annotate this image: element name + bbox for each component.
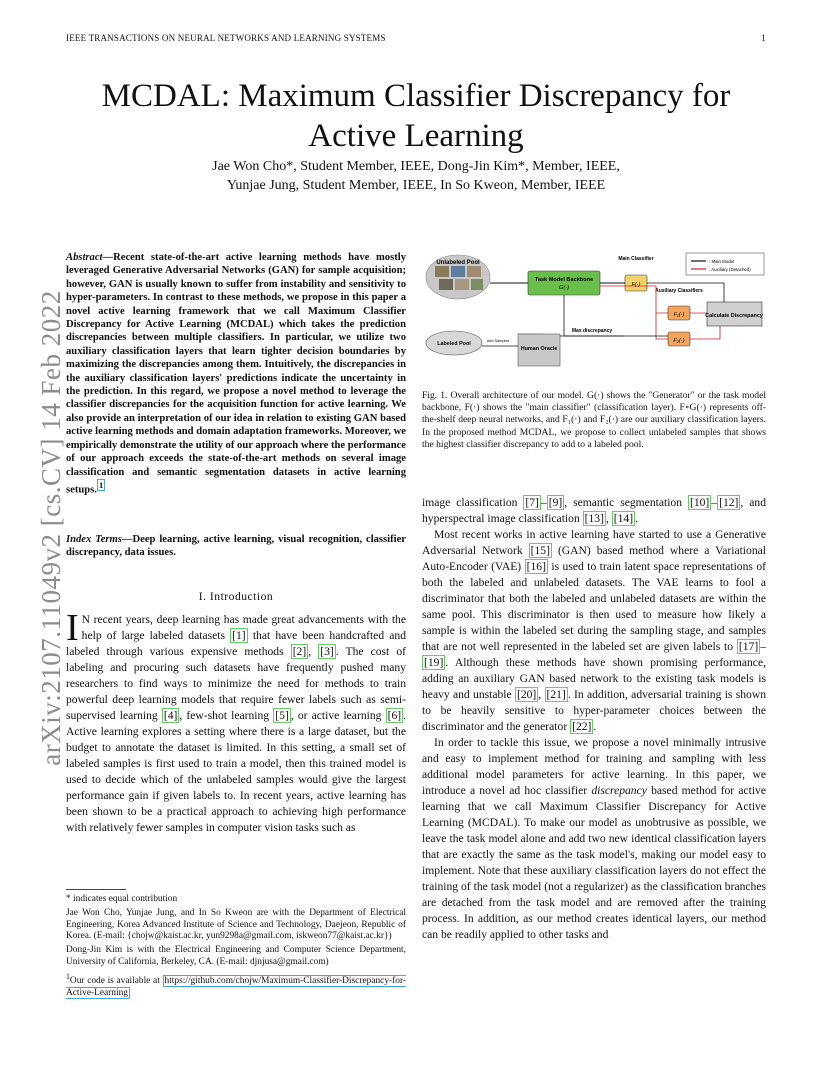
legend-aux-label: : Auxiliary (Detached) xyxy=(709,267,751,272)
labeled-pool-label: Labeled Pool xyxy=(437,341,471,347)
author-list xyxy=(66,157,766,195)
footnote-affiliation-2: Dong-Jin Kim is with the Electrical Engineering and Computer Science Department, University of California, Berkeley, CA. (E-mail: djnjusa@gmail.com) xyxy=(66,945,406,967)
citation-link[interactable]: [14] xyxy=(613,512,634,525)
body-text: , and hyperspectral image classification xyxy=(422,496,766,525)
citation-link[interactable]: [17] xyxy=(738,640,759,653)
citation-link[interactable]: [5] xyxy=(275,709,289,722)
citation-link[interactable]: [22] xyxy=(572,720,592,733)
footnote-rule xyxy=(66,889,126,890)
paragraph-continued xyxy=(422,495,766,527)
aux-classifier-1-fn: F₁(·) xyxy=(673,312,685,318)
page-number: 1 xyxy=(761,33,766,43)
arxiv-stamp: arXiv:2107.11049v2 [cs.CV] 14 Feb 2022 xyxy=(36,290,66,766)
citation-link[interactable]: [16] xyxy=(526,560,546,573)
arrow-aux2-to-calc xyxy=(690,326,720,339)
add-samples-label: Add Samples xyxy=(486,339,510,343)
main-classifier-fn: F(·) xyxy=(631,282,641,288)
body-text: , semantic segmentation xyxy=(564,496,688,509)
sample-image-thumbnail xyxy=(451,266,465,277)
architecture-figure xyxy=(424,250,766,370)
citation-link[interactable]: [20] xyxy=(516,688,537,701)
calc-discrepancy-label: Calculate Discrepancy xyxy=(705,313,763,319)
figure-caption: Fig. 1. Overall architecture of our model. G(·) shows the "Generator" or the task model backbone, F(·) shows the "main classifier" (classification layer). F∘G(·) represents off-the-shelf deep neural networks, and F₁(·) and F₂(·) are our auxiliary classification layers. In the proposed method MCDAL, we propose to collect unlabeled samples that shows the highest classifier discrepancy to add to a labeled pool. xyxy=(422,390,766,450)
running-header: IEEE TRANSACTIONS ON NEURAL NETWORKS AND LEARNING SYSTEMS xyxy=(66,33,386,43)
intro-text: , or active learning xyxy=(290,709,386,722)
footnote-code-mark: 1 xyxy=(66,971,70,981)
abstract-text: —Recent state-of-the-art active learning methods have mostly leveraged Generative Adversarial Networks (GAN) for sample acquisition; however, GAN is usually known to suffer from instability and sensitivity to hyper-parameters. In contrast to these methods, we propose in this paper a novel active learning framework that we call Maximum Classifier Discrepancy for Active Learning (MCDAL) which takes the prediction discrepancies between multiple classifiers. In particular, we utilize two auxiliary classification layers that learn tighter decision boundaries by maximizing the discrepancies among them. Intuitively, the discrepancies in the auxiliary classification layers' predictions indicate the uncertainty in the prediction. In this regard, we propose a novel method to leverage the classifier discrepancies for the acquisition function for active learning. We also provide an interpretation of our idea in relation to existing GAN based active learning methods and domain adaptation frameworks. Moreover, we empirically demonstrate the utility of our approach where the performance of our approach exceeds the state-of-the-art methods on several image classification and semantic segmentation datasets in active learning setups. xyxy=(66,252,406,496)
max-discrepancy-label: Max discrepancy xyxy=(571,328,613,334)
body-text: . Although these methods have shown promising performance, adding an auxiliary GAN based network to the existing task models is heavy and unstable xyxy=(422,656,766,701)
footnote-code xyxy=(66,971,406,1000)
footnotes xyxy=(66,889,406,1002)
unlabeled-pool-label: Unlabeled Pool xyxy=(436,260,480,266)
aux-classifier-2-fn: F₂(·) xyxy=(673,338,685,344)
intro-text: that have been handcrafted and labeled through various expensive methods xyxy=(66,629,406,658)
body-text: – xyxy=(760,640,766,653)
abstract-label: Abstract xyxy=(66,252,103,263)
drop-cap: I xyxy=(66,607,79,649)
body-text: . xyxy=(593,720,597,733)
author-line-1: Jae Won Cho*, Student Member, IEEE, Dong-Jin Kim*, Member, IEEE, xyxy=(212,159,620,174)
footnote-affiliation-1: Jae Won Cho, Yunjae Jung, and In So Kweon are with the Department of Electrical Engineering, Korea Advanced Institute of Science and Technology, Daejeon, Republic of Korea. (E-mail: {chojw@kaist.ac.kr, yun9298a@gmail.com, iskweon77@kaist.ac.kr}) xyxy=(66,907,406,942)
citation-link[interactable]: [10] xyxy=(689,496,710,509)
intro-text: . The cost of labeling and procuring such datasets have frequently pushed many researchers to find ways to minimize the need for methods to train powerful deep learning models that require fewer labels such as semi-supervised learning xyxy=(66,645,407,722)
index-terms xyxy=(66,533,406,560)
legend-main-label: : Main Model xyxy=(709,259,735,264)
body-text: based method for active learning that we call Maximum Classifier Discrepancy for Active Learning (MCDAL). To make our model as unobtrusive as possible, we leave the task model alone and add two new identical classification layers that are exactly the same as the task model's, making our model easy to implement. Note that these auxiliary classification layers do not effect the training of the task model (not a regularizer) as the classification branches are detached from the task model and are removed after the training process. In addition, as our method creates identical layers, our method can be readily applied to other tasks and xyxy=(422,784,766,941)
citation-link[interactable]: [12] xyxy=(719,496,739,509)
sample-image-thumbnail xyxy=(471,279,483,290)
citation-link[interactable]: [4] xyxy=(163,709,178,722)
main-classifier-label: Main Classifier xyxy=(618,256,654,262)
body-text: is used to train latent space representations of both the labeled and unlabeled datasets. The VAE learns to fool a discriminator that both the labeled and unlabeled datasets are within the same pool. This discriminator is then used to measure how likely a sample is within the labeled set during the sampling stage, and samples that are not well represented in the labeled set are given labels to xyxy=(422,560,766,653)
right-column-text xyxy=(422,495,766,943)
abstract-footnote-link[interactable]: 1 xyxy=(98,479,104,490)
citation-link[interactable]: [7] xyxy=(525,496,539,509)
sample-image-thumbnail xyxy=(455,279,469,290)
body-text: – xyxy=(711,496,718,509)
author-line-2: Yunjae Jung, Student Member, IEEE, In So Kweon, Member, IEEE xyxy=(226,178,606,193)
backbone-box xyxy=(528,271,600,295)
paper-title: MCDAL: Maximum Classifier Discrepancy for Active Learning xyxy=(101,78,731,154)
section-heading: I. Introduction xyxy=(198,590,274,603)
citation-link[interactable]: [9] xyxy=(548,496,563,509)
abstract xyxy=(66,251,406,497)
citation-link[interactable]: [3] xyxy=(320,645,334,658)
arrow-backbone-to-aux2 xyxy=(656,313,668,339)
footnote-code-prefix: Our code is available at xyxy=(69,975,163,986)
intro-text: , xyxy=(308,645,319,658)
sample-image-thumbnail xyxy=(435,266,449,277)
body-text: Most recent works in active learning have started to use a Generative Adversarial Network xyxy=(422,528,766,557)
body-text: image classification xyxy=(422,496,524,509)
citation-link[interactable]: [15] xyxy=(530,544,550,557)
intro-text: N recent years, deep learning has made great advancements with the help of large labeled datasets xyxy=(81,613,406,642)
body-text: In order to tackle this issue, we propose a novel minimally intrusive and easy to implement method for training and sampling with less additional model parameters for active learning. In this paper, we introduce a novel ad hoc classifier xyxy=(422,736,766,797)
backbone-label: Task Model Backbone xyxy=(534,277,594,283)
citation-link[interactable]: [6] xyxy=(387,709,402,722)
intro-text: . Active learning explores a setting where there is a large dataset, but the budget to annotate the dataset is limited. In this setting, a small set of labeled samples is first used to train a model, then this trained model is used to decide which of the unlabeled samples would give the largest performance gain if given labels to. In recent years, active learning has been shown to be a practical approach to achieving high performance with relatively fewer samples in computer vision tasks such as xyxy=(66,709,407,834)
citation-link[interactable]: [2] xyxy=(292,645,307,658)
oracle-label: Human Oracle xyxy=(520,346,558,352)
paragraph-proposal xyxy=(422,735,766,943)
citation-link[interactable]: [13] xyxy=(584,512,604,525)
sample-image-thumbnail xyxy=(439,279,453,290)
footnote-equal-contribution: * indicates equal contribution xyxy=(66,894,178,904)
body-text: . xyxy=(635,512,638,525)
citation-link[interactable]: [1] xyxy=(232,629,246,642)
aux-classifiers-label: Auxiliary Classifiers xyxy=(655,288,703,294)
body-text: , xyxy=(538,688,545,701)
index-terms-text: —Deep learning, active learning, visual recognition, classifier discrepancy, data issues. xyxy=(66,534,406,559)
citation-link[interactable]: [21] xyxy=(546,688,566,701)
index-terms-label: Index Terms xyxy=(66,534,122,545)
body-text: (GAN) based method where a Variational Auto-Encoder (VAE) xyxy=(422,544,766,573)
sample-image-thumbnail xyxy=(467,266,481,277)
intro-text: , few-shot learning xyxy=(179,709,274,722)
emphasis-text: discrepancy xyxy=(591,784,647,797)
code-url-link[interactable]: https://github.com/chojw/Maximum-Classifier-Discrepancy-for-Active-Learning xyxy=(66,975,406,998)
intro-paragraph xyxy=(66,607,407,836)
body-text: – xyxy=(540,496,547,509)
body-text: . In addition, adversarial training is shown to be heavily sensitive to hyper-parameter choices between the discriminator and the generator xyxy=(422,688,767,733)
backbone-fn: G(·) xyxy=(559,285,569,291)
citation-link[interactable]: [19] xyxy=(424,656,444,669)
body-text: , xyxy=(605,512,612,525)
paragraph-gan xyxy=(422,527,766,735)
